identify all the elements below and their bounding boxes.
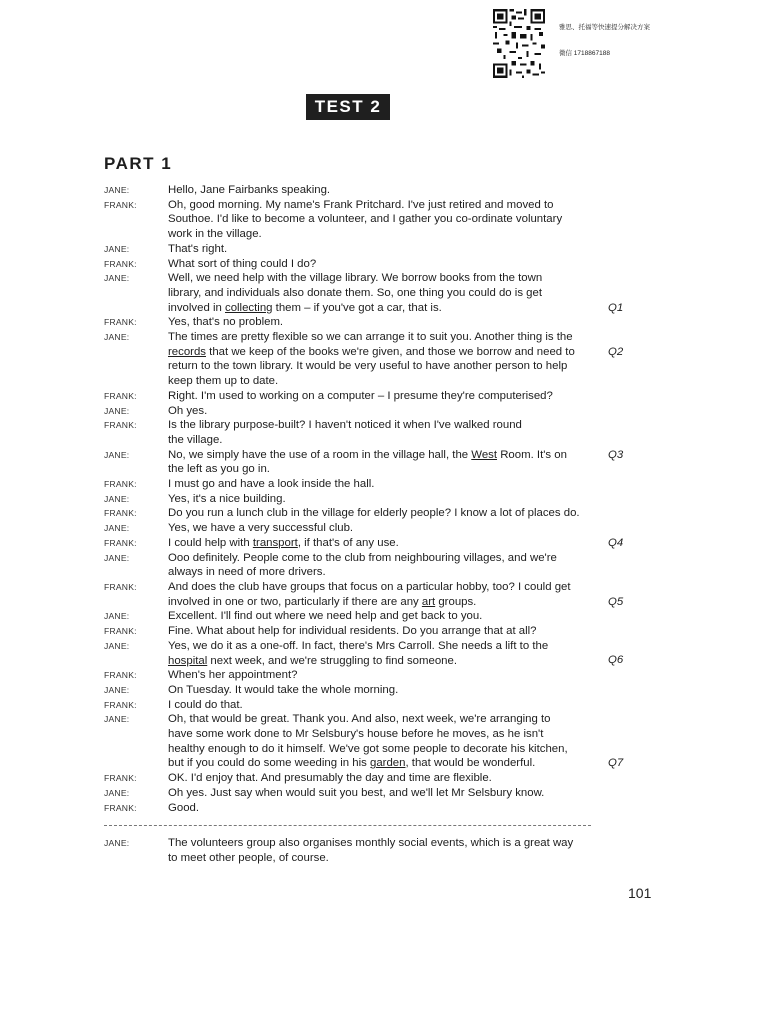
dialogue-line: Yes, we do it as a one-off. In fact, there's Mrs Carroll. She needs a lift to the xyxy=(168,639,549,652)
speaker-label: FRANK: xyxy=(104,508,137,519)
dialogue-turn xyxy=(104,492,664,507)
dialogue-line: I must go and have a look inside the hall. xyxy=(168,478,375,491)
speaker-label: JANE: xyxy=(104,640,130,651)
dialogue-line: the left as you go in. xyxy=(168,463,270,476)
dialogue-turn xyxy=(104,404,664,419)
dialogue-turn xyxy=(104,580,664,609)
speaker-label: FRANK: xyxy=(104,670,137,681)
dialogue-line: Excellent. I'll find out where we need help and get back to you. xyxy=(168,610,483,623)
speaker-label: JANE: xyxy=(104,243,130,254)
dialogue-line: Oh, that would be great. Thank you. And also, next week, we're arranging to xyxy=(168,713,551,726)
dialogue-line: Oh yes. Just say when would suit you best, and we'll let Mr Selsbury know. xyxy=(168,786,545,799)
dialogue-line: the village. xyxy=(168,433,223,446)
speaker-label: FRANK: xyxy=(104,199,137,210)
dialogue-line: Oh yes. xyxy=(168,404,208,417)
dialogue-line: Well, we need help with the village library. We borrow books from the town xyxy=(168,272,543,285)
dialogue-turn xyxy=(104,477,664,492)
question-marker: Q2 xyxy=(608,345,624,358)
dialogue-turn xyxy=(104,624,664,639)
dialogue-line: always in need of more drivers. xyxy=(168,566,326,579)
dialogue-turn xyxy=(104,448,664,477)
dialogue-turn xyxy=(104,330,664,389)
dialogue-line: involved in one or two, particularly if there are any art groups. xyxy=(168,595,477,608)
speaker-label: FRANK: xyxy=(104,258,137,269)
speaker-label: JANE: xyxy=(104,787,130,798)
dialogue-line: Ooo definitely. People come to the club from neighbouring villages, and we're xyxy=(168,551,557,564)
dialogue-line: but if you could do some weeding in his garden, that would be wonderful. xyxy=(168,757,536,770)
dialogue-line: And does the club have groups that focus on a particular hobby, too? I could get xyxy=(168,580,571,593)
dialogue-line: What sort of thing could I do? xyxy=(168,257,317,270)
dialogue-turn xyxy=(104,786,664,801)
dialogue-line: to meet other people, of course. xyxy=(168,851,329,864)
speaker-label: JANE: xyxy=(104,493,130,504)
dialogue-turn xyxy=(104,506,664,521)
dialogue-line: return to the town library. It would be very useful to have another person to help xyxy=(168,360,568,373)
dialogue-line: Is the library purpose-built? I haven't noticed it when I've walked round xyxy=(168,419,522,432)
dialogue-line: healthy enough to do it himself. We've got some people to decorate his kitchen, xyxy=(168,742,568,755)
speaker-label: JANE: xyxy=(104,523,130,534)
speaker-label: FRANK: xyxy=(104,581,137,592)
dialogue-line: I could help with transport, if that's of any use. xyxy=(168,536,399,549)
speaker-label: JANE: xyxy=(104,273,130,284)
dialogue-line: hospital next week, and we're struggling to find someone. xyxy=(168,654,458,667)
speaker-label: JANE: xyxy=(104,405,130,416)
dialogue-line: When's her appointment? xyxy=(168,669,298,682)
transcript-continuation xyxy=(104,836,664,865)
question-marker: Q6 xyxy=(608,654,624,667)
transcript xyxy=(104,183,664,815)
speaker-label: JANE: xyxy=(104,332,130,343)
dialogue-line: Yes, that's no problem. xyxy=(168,316,284,329)
dialogue-line: Yes, we have a very successful club. xyxy=(168,522,354,535)
question-marker: Q1 xyxy=(608,301,624,314)
speaker-label: JANE: xyxy=(104,838,130,848)
dialogue-turn xyxy=(104,315,664,330)
speaker-label: JANE: xyxy=(104,684,130,695)
speaker-label: JANE: xyxy=(104,185,130,195)
dialogue-turn xyxy=(104,389,664,404)
dialogue-line: Good. xyxy=(168,801,200,814)
dialogue-turn xyxy=(104,418,664,447)
dialogue-turn xyxy=(104,521,664,536)
dialogue-line: records that we keep of the books we're given, and those we borrow and need to xyxy=(168,345,575,358)
speaker-label: FRANK: xyxy=(104,699,137,710)
dialogue-line: On Tuesday. It would take the whole morning. xyxy=(168,683,399,696)
dialogue-turn xyxy=(104,198,664,242)
dialogue-turn xyxy=(104,801,664,816)
speaker-label: JANE: xyxy=(104,552,130,563)
dialogue-line: Southoe. I'd like to become a volunteer, and I gather you co-ordinate voluntary xyxy=(168,213,563,226)
dialogue-line: Do you run a lunch club in the village for elderly people? I know a lot of places do. xyxy=(168,507,580,520)
dialogue-turn xyxy=(104,668,664,683)
dialogue-turn xyxy=(104,609,664,624)
dialogue-line: work in the village. xyxy=(168,228,262,241)
dialogue-line: Oh, good morning. My name's Frank Pritchard. I've just retired and moved to xyxy=(168,198,554,211)
question-marker: Q7 xyxy=(608,757,624,770)
dialogue-turn xyxy=(104,683,664,698)
speaker-label: JANE: xyxy=(104,449,130,460)
speaker-label: FRANK: xyxy=(104,390,137,401)
qr-code xyxy=(493,9,545,78)
dialogue-turn xyxy=(104,712,664,771)
dialogue-turn xyxy=(104,836,664,865)
speaker-label: JANE: xyxy=(104,611,130,622)
section-divider xyxy=(104,825,591,826)
page-number: 101 xyxy=(628,885,652,901)
dialogue-turn xyxy=(104,771,664,786)
dialogue-turn xyxy=(104,536,664,551)
speaker-label: JANE: xyxy=(104,714,130,725)
question-marker: Q5 xyxy=(608,595,624,608)
dialogue-line: library, and individuals also donate them. So, one thing you could do is get xyxy=(168,286,543,299)
speaker-label: FRANK: xyxy=(104,317,137,328)
question-marker: Q3 xyxy=(608,448,624,461)
qr-caption: 雅思、托福等快速提分解决方案 xyxy=(559,24,650,31)
dialogue-turn xyxy=(104,242,664,257)
question-marker: Q4 xyxy=(608,536,624,549)
dialogue-line: Fine. What about help for individual residents. Do you arrange that at all? xyxy=(168,625,537,638)
dialogue-line: Yes, it's a nice building. xyxy=(168,492,286,505)
dialogue-line: That's right. xyxy=(168,242,228,255)
qr-contact: 微信 1718867188 xyxy=(559,50,610,57)
dialogue-line: involved in collecting them – if you've got a car, that is. xyxy=(168,301,442,314)
dialogue-line: keep them up to date. xyxy=(168,375,279,388)
speaker-label: FRANK: xyxy=(104,479,137,490)
test-title: TEST 2 xyxy=(306,94,390,120)
dialogue-turn xyxy=(104,551,664,580)
dialogue-line: The volunteers group also organises monthly social events, which is a great way xyxy=(168,837,574,849)
dialogue-line: Hello, Jane Fairbanks speaking. xyxy=(168,184,331,196)
speaker-label: FRANK: xyxy=(104,773,137,784)
dialogue-turn xyxy=(104,698,664,713)
dialogue-line: No, we simply have the use of a room in the village hall, the West Room. It's on xyxy=(168,448,567,461)
speaker-label: FRANK: xyxy=(104,626,137,637)
speaker-label: FRANK: xyxy=(104,537,137,548)
speaker-label: FRANK: xyxy=(104,420,137,431)
dialogue-line: I could do that. xyxy=(168,698,243,711)
dialogue-line: OK. I'd enjoy that. And presumably the day and time are flexible. xyxy=(168,772,492,785)
dialogue-turn xyxy=(104,639,664,668)
dialogue-turn xyxy=(104,183,664,198)
dialogue-line: have some work done to Mr Selsbury's house before he moves, as he isn't xyxy=(168,728,544,741)
dialogue-line: Right. I'm used to working on a computer – I presume they're computerised? xyxy=(168,389,553,402)
speaker-label: FRANK: xyxy=(104,802,137,813)
dialogue-line: The times are pretty flexible so we can arrange it to suit you. Another thing is the xyxy=(168,331,573,344)
dialogue-turn xyxy=(104,271,664,315)
dialogue-turn xyxy=(104,257,664,272)
part-title: PART 1 xyxy=(104,154,173,173)
